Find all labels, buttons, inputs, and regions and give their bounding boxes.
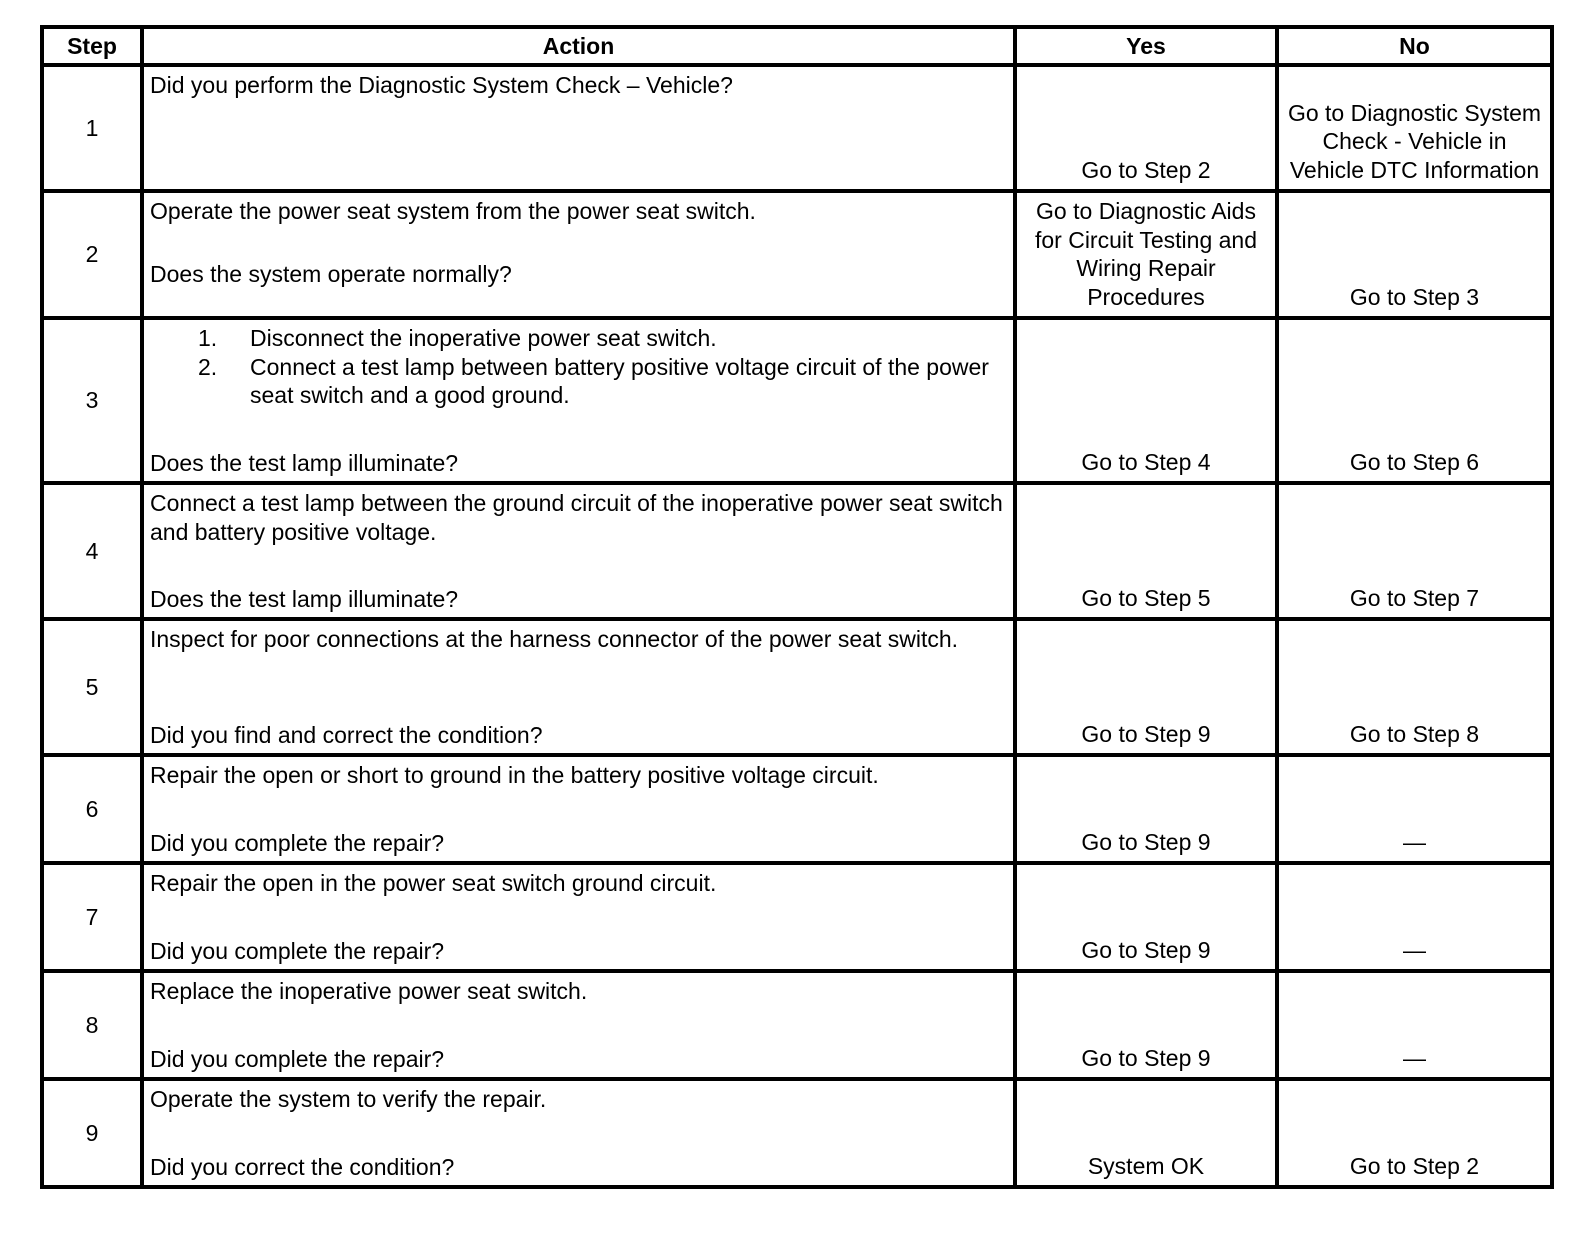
action-question: Did you complete the repair?	[150, 1045, 445, 1072]
action-text: Connect a test lamp between the ground circuit of the inoperative power seat switch and battery positive voltage.	[150, 490, 1003, 545]
action-cell	[142, 619, 1015, 755]
no-cell: Go to Step 7	[1277, 483, 1552, 619]
action-cell	[142, 483, 1015, 619]
substep-item	[198, 324, 1007, 353]
substep-number: 2.	[198, 353, 218, 380]
step-number: 4	[42, 483, 142, 619]
yes-cell: Go to Step 9	[1015, 619, 1277, 755]
step-number: 1	[42, 65, 142, 191]
action-text: Did you perform the Diagnostic System Check – Vehicle?	[150, 72, 733, 98]
substep-text: Connect a test lamp between battery positive voltage circuit of the power seat switch and a good ground.	[250, 353, 989, 408]
action-cell	[142, 65, 1015, 191]
action-text: Operate the power seat system from the power seat switch.	[150, 198, 756, 224]
action-cell	[142, 971, 1015, 1079]
substep-item	[198, 353, 1007, 410]
action-question: Did you complete the repair?	[150, 937, 445, 964]
step-number: 9	[42, 1079, 142, 1187]
header-step: Step	[42, 27, 142, 65]
table-row	[42, 971, 1552, 1079]
yes-cell: Go to Step 5	[1015, 483, 1277, 619]
yes-cell: Go to Step 9	[1015, 863, 1277, 971]
no-cell: Go to Step 6	[1277, 318, 1552, 483]
action-cell	[142, 191, 1015, 318]
action-question: Did you complete the repair?	[150, 829, 445, 856]
substep-text: Disconnect the inoperative power seat switch.	[250, 325, 717, 351]
no-cell: —	[1277, 863, 1552, 971]
table-row	[42, 65, 1552, 191]
action-question: Does the test lamp illuminate?	[150, 449, 459, 476]
action-text: Operate the system to verify the repair.	[150, 1086, 547, 1112]
table-row	[42, 619, 1552, 755]
table-row	[42, 318, 1552, 483]
header-yes: Yes	[1015, 27, 1277, 65]
action-text: Repair the open or short to ground in the battery positive voltage circuit.	[150, 762, 879, 788]
header-no: No	[1277, 27, 1552, 65]
action-question: Did you find and correct the condition?	[150, 721, 543, 748]
no-cell: Go to Step 3	[1277, 191, 1552, 318]
table-row	[42, 191, 1552, 318]
yes-cell: Go to Diagnostic Aids for Circuit Testing and Wiring Repair Procedures	[1015, 191, 1277, 318]
action-question: Does the system operate normally?	[150, 260, 512, 287]
action-text: Replace the inoperative power seat switch.	[150, 978, 588, 1004]
table-row	[42, 1079, 1552, 1187]
substep-number: 1.	[198, 325, 218, 351]
action-text: Inspect for poor connections at the harness connector of the power seat switch.	[150, 626, 959, 652]
yes-cell: System OK	[1015, 1079, 1277, 1187]
no-cell: —	[1277, 755, 1552, 863]
yes-cell: Go to Step 9	[1015, 971, 1277, 1079]
yes-cell: Go to Step 9	[1015, 755, 1277, 863]
action-cell	[142, 755, 1015, 863]
table-header-row	[42, 27, 1552, 65]
yes-cell: Go to Step 4	[1015, 318, 1277, 483]
step-number: 2	[42, 191, 142, 318]
action-question: Did you correct the condition?	[150, 1153, 455, 1180]
diagnostic-table	[40, 25, 1554, 1189]
table-row	[42, 755, 1552, 863]
step-number: 6	[42, 755, 142, 863]
action-text: Repair the open in the power seat switch ground circuit.	[150, 870, 717, 896]
table-row	[42, 483, 1552, 619]
step-number: 7	[42, 863, 142, 971]
step-number: 3	[42, 318, 142, 483]
action-cell	[142, 863, 1015, 971]
no-cell: Go to Step 2	[1277, 1079, 1552, 1187]
table-row	[42, 863, 1552, 971]
no-cell: Go to Diagnostic System Check - Vehicle in Vehicle DTC Information	[1277, 65, 1552, 191]
no-cell: Go to Step 8	[1277, 619, 1552, 755]
action-question: Does the test lamp illuminate?	[150, 585, 459, 612]
step-number: 8	[42, 971, 142, 1079]
step-number: 5	[42, 619, 142, 755]
action-cell	[142, 1079, 1015, 1187]
yes-cell: Go to Step 2	[1015, 65, 1277, 191]
substep-list	[150, 324, 1007, 410]
header-action: Action	[142, 27, 1015, 65]
no-cell: —	[1277, 971, 1552, 1079]
action-cell	[142, 318, 1015, 483]
